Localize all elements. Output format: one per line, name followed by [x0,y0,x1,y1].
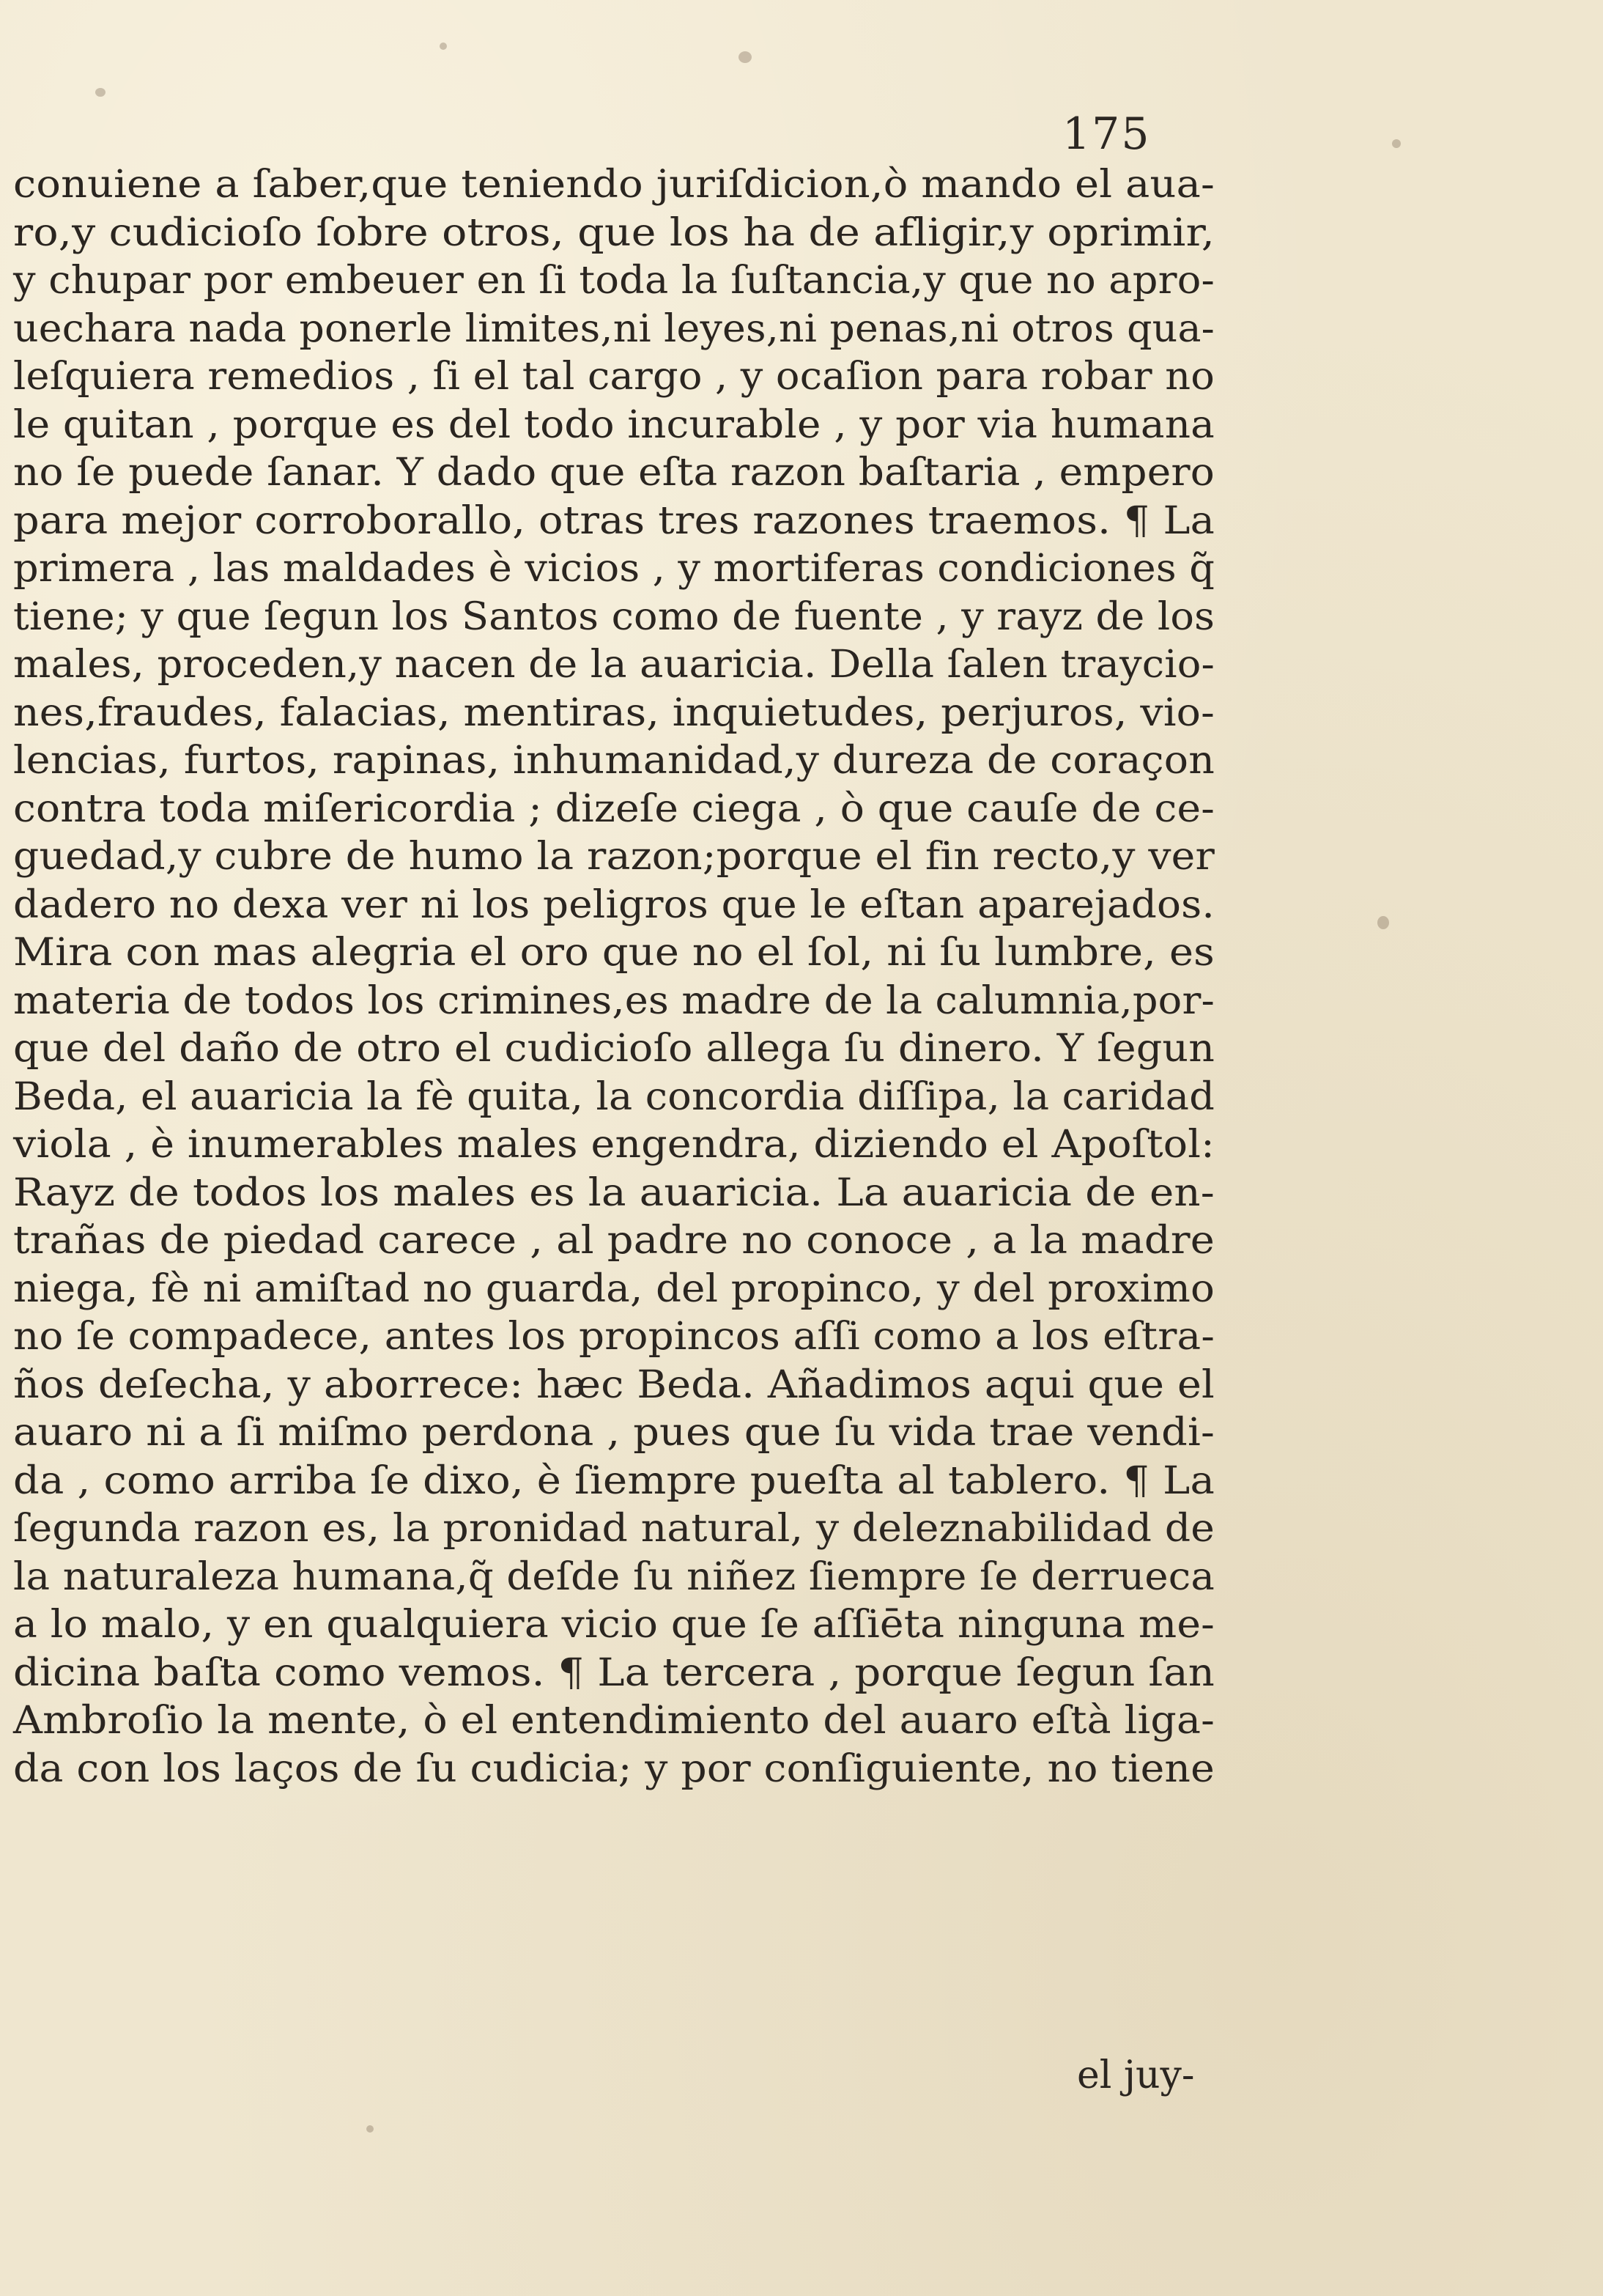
text-line: uechara nada ponerle limites,ni leyes,ni penas,ni otros qua- [13,306,1215,351]
page-number: 175 [1062,108,1151,160]
text-line: no ſe compadece, antes los propincos aſſi como a los eſtra- [13,1315,1215,1359]
text-line: auaro ni a ſi miſmo perdona , pues que ſu vida trae vendi- [13,1411,1215,1455]
foxing-spot [1377,916,1389,929]
text-line: dadero no dexa ver ni los peligros que le eſtan aparejados. [13,882,1215,927]
text-line: males, proceden,y nacen de la auaricia. Della ſalen traycio- [13,643,1215,687]
text-line: a lo malo, y en qualquiera vicio que ſe aſſiēta ninguna me- [13,1603,1215,1647]
text-line: primera , las maldades è vicios , y mortiferas condiciones q̃ [13,547,1215,591]
text-line: para mejor corroborallo, otras tres razones traemos. ¶ La [13,498,1215,543]
foxing-spot [440,43,447,50]
text-line: conuiene a ſaber,que teniendo juriſdicion,ò mando el aua- [13,163,1215,207]
text-line: trañas de piedad carece , al padre no conoce , a la madre [13,1219,1215,1263]
text-line: viola , è inumerables males engendra, diziendo el Apoſtol: [13,1123,1215,1167]
text-line: ſegunda razon es, la pronidad natural, y deleznabilidad de [13,1507,1215,1551]
text-line: da con los laços de ſu cudicia; y por conſiguiente, no tiene [13,1746,1215,1791]
text-line: lencias, furtos, rapinas, inhumanidad,y dureza de coraçon [13,739,1215,783]
text-block [13,161,1215,1793]
text-line: tiene; y que ſegun los Santos como de fuente , y rayz de los [13,594,1215,639]
text-line: no ſe puede ſanar. Y dado que eſta razon baſtaria , empero [13,451,1215,495]
foxing-spot [366,2125,374,2133]
catchword: el juy- [1077,2053,1195,2097]
text-line: la naturaleza humana,q̃ deſde ſu niñez ſiempre ſe derrueca [13,1554,1215,1599]
text-line: le quitan , porque es del todo incurable , y por via humana [13,402,1215,447]
text-line: y chupar por embeuer en ſi toda la ſuſtancia,y que no apro- [13,259,1215,303]
text-line: contra toda miſericordia ; dizeſe ciega , ò que cauſe de ce- [13,786,1215,831]
text-line: Rayz de todos los males es la auaricia. La auaricia de en- [13,1170,1215,1215]
text-line: dicina baſta como vemos. ¶ La tercera , porque ſegun ſan [13,1650,1215,1695]
foxing-spot [738,51,752,63]
text-line: materia de todos los crimines,es madre de la calumnia,por- [13,978,1215,1023]
text-line: nes,fraudes, falacias, mentiras, inquietudes, perjuros, vio- [13,690,1215,735]
text-line: Mira con mas alegria el oro que no el ſol, ni ſu lumbre, es [13,931,1215,975]
text-line: ños deſecha, y aborrece: hæc Beda. Añadimos aqui que el [13,1362,1215,1407]
text-line: guedad,y cubre de humo la razon;porque el fin recto,y ver [13,835,1215,879]
text-line: ro,y cudicioſo ſobre otros, que los ha de afligir,y oprimir, [13,210,1215,255]
foxing-spot [95,88,105,97]
text-line: niega, fè ni amiſtad no guarda, del propinco, y del proximo [13,1266,1215,1311]
text-line: Beda, el auaricia la fè quita, la concordia diſſipa, la caridad [13,1074,1215,1119]
text-line: Ambroſio la mente, ò el entendimiento del auaro eſtà liga- [13,1699,1215,1743]
text-line: leſquiera remedios , ſi el tal cargo , y ocaſion para robar no [13,355,1215,399]
text-line: da , como arriba ſe dixo, è ſiempre pueſta al tablero. ¶ La [13,1458,1215,1503]
foxing-spot [1392,139,1401,148]
text-line: que del daño de otro el cudicioſo allega ſu dinero. Y ſegun [13,1027,1215,1071]
